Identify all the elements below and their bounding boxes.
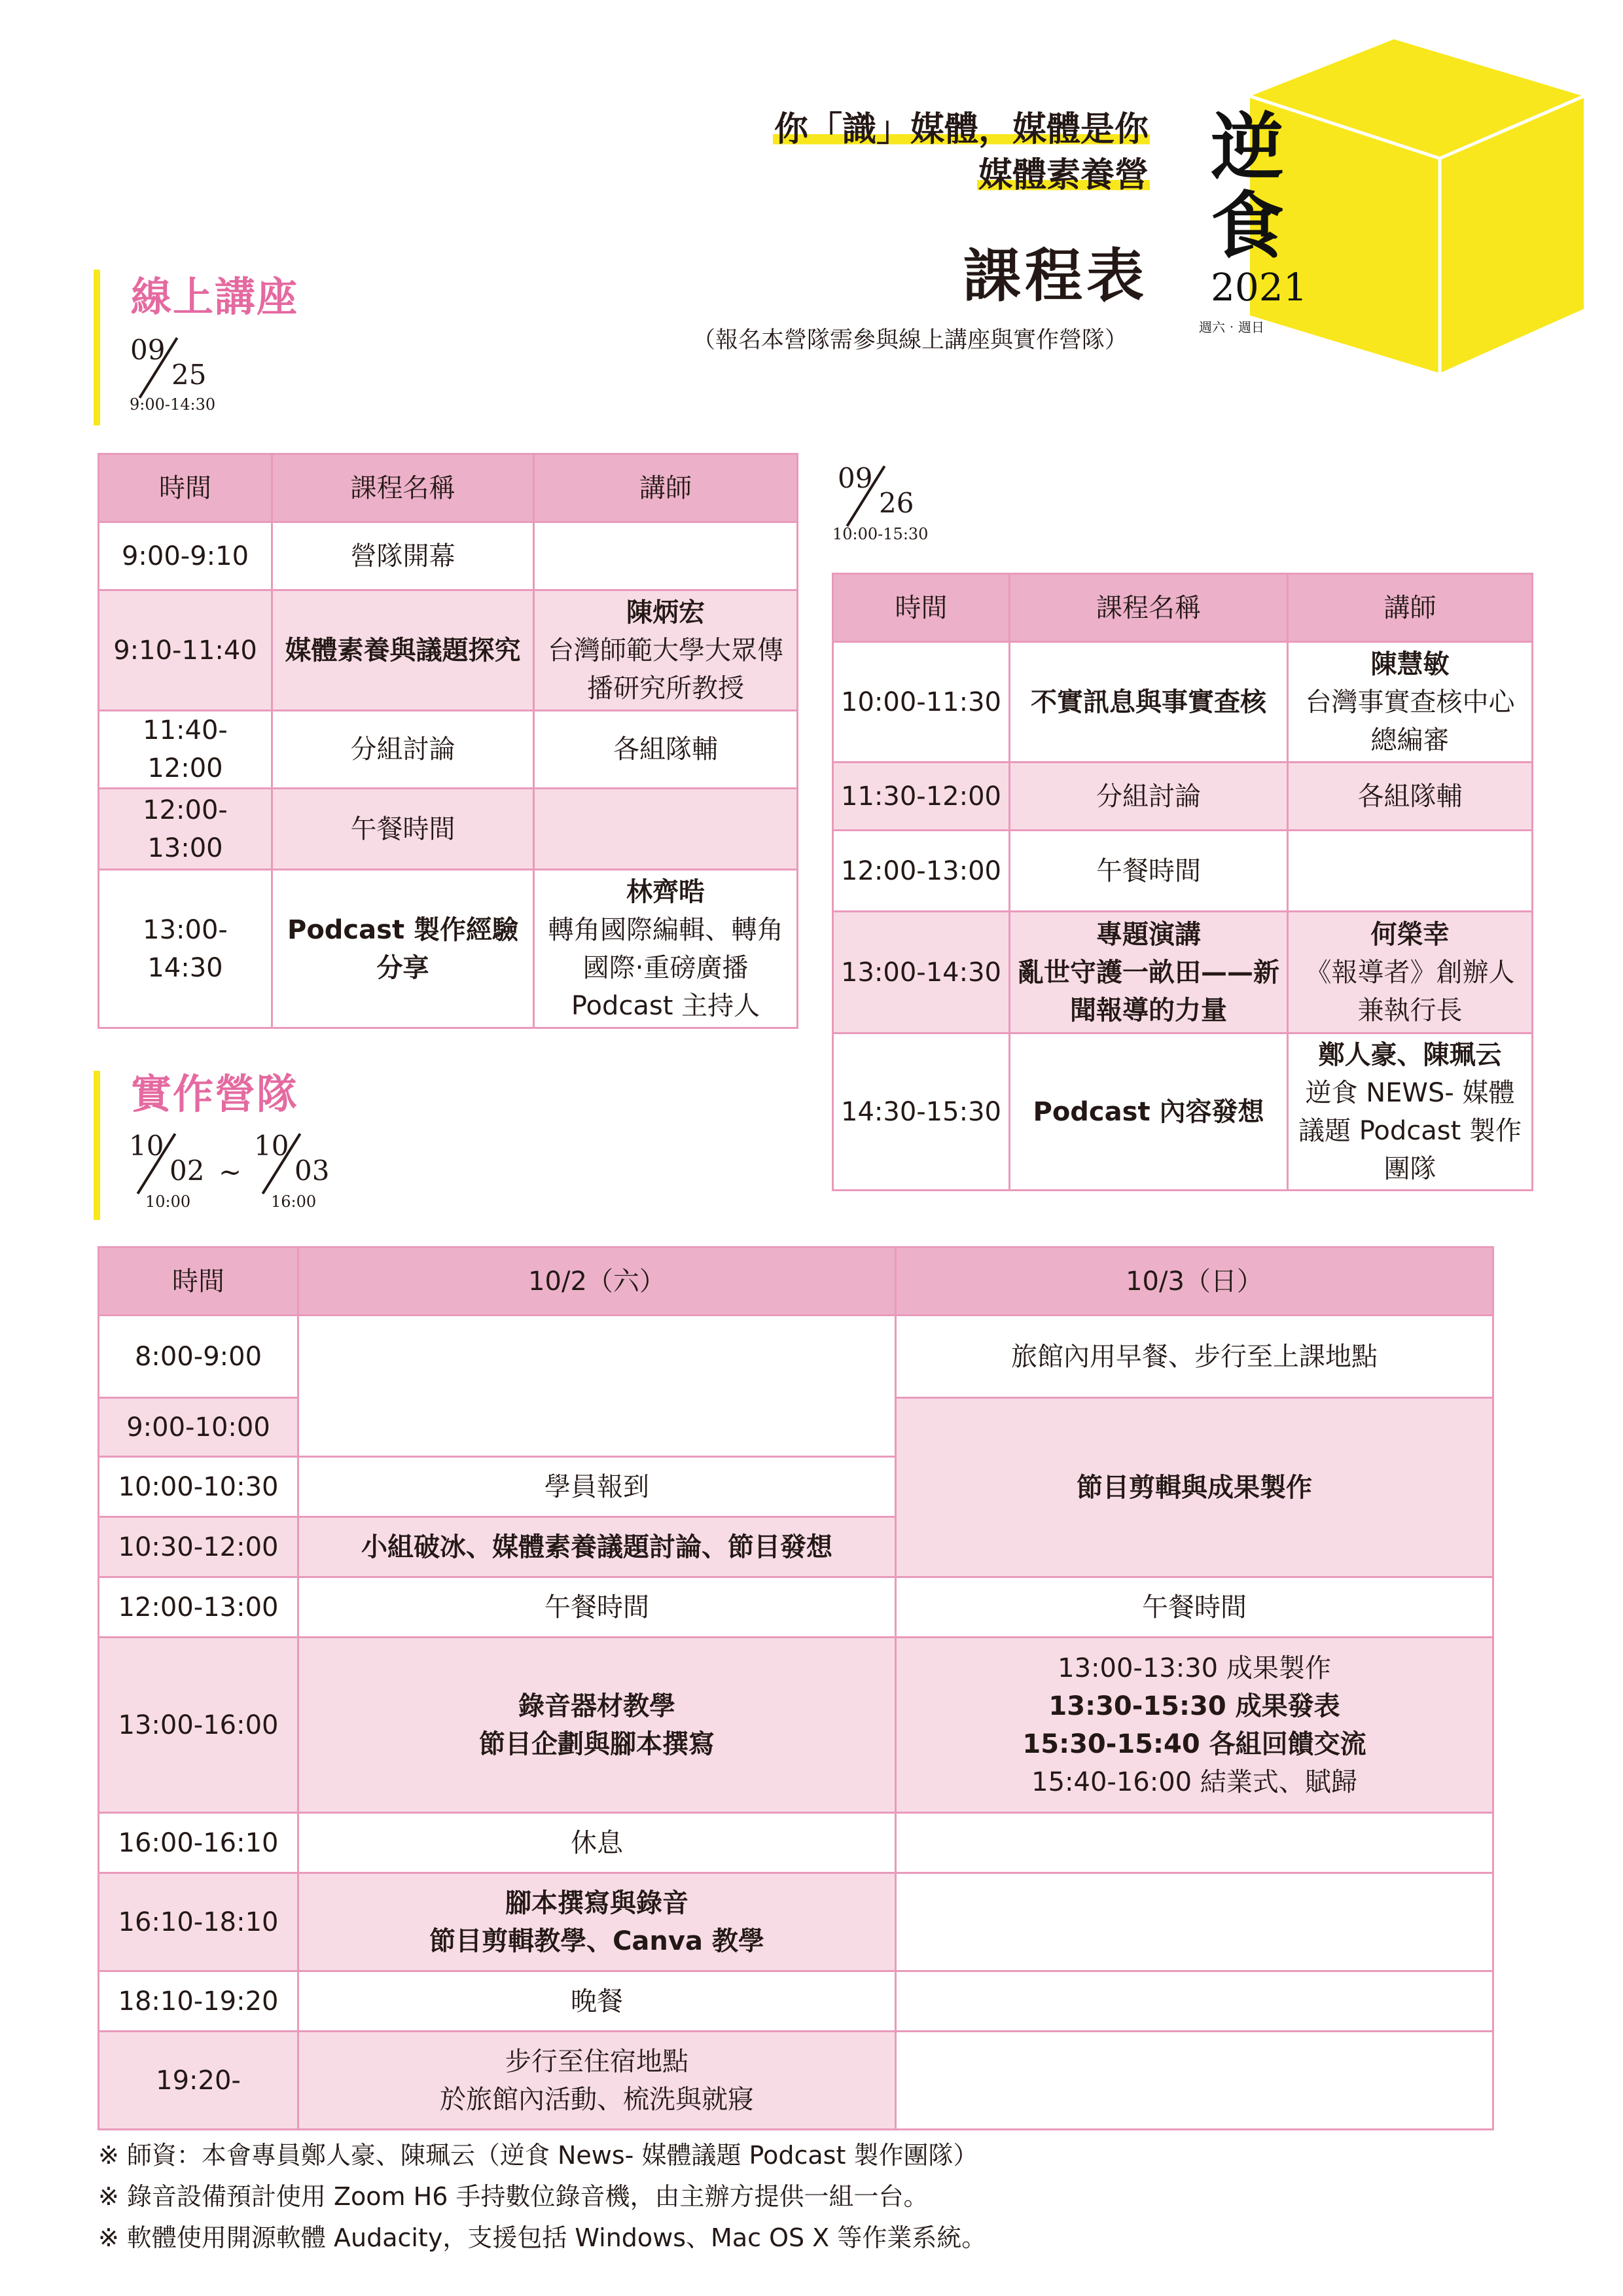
- lecturer-cell: [1288, 831, 1533, 912]
- table-row: [833, 912, 1533, 1033]
- activity-line: 節目剪輯教學、Canva 教學: [429, 1926, 764, 1956]
- header-course: 課程名稱: [272, 454, 534, 522]
- course-cell: [1010, 912, 1288, 1033]
- table-row: [99, 1971, 1493, 2032]
- day1-cell: 午餐時間: [298, 1577, 896, 1638]
- time-cell: 12:00-13:00: [99, 789, 272, 870]
- logo-char-shi: 食: [1211, 183, 1284, 269]
- day2-cell: [896, 1971, 1493, 2032]
- logo-year: 2021: [1211, 265, 1308, 310]
- section-bar-online: [94, 270, 100, 425]
- schedule-table-0925: [98, 453, 798, 1029]
- table-row: [99, 789, 798, 870]
- table-row: [99, 711, 798, 789]
- date-time: 10:00-15:30: [832, 525, 929, 543]
- activity-line: 15:40-16:00 結業式、賦歸: [1031, 1767, 1357, 1797]
- header-time: 時間: [99, 454, 272, 522]
- lecturer-cell: 各組隊輔: [534, 711, 798, 789]
- time-cell: 12:00-13:00: [99, 1577, 298, 1638]
- activity-line: 錄音器材教學: [518, 1691, 675, 1721]
- table-row: [99, 1638, 1493, 1813]
- date-month: 09: [838, 462, 873, 494]
- section-title-camp: 實作營隊: [131, 1070, 299, 1118]
- table-row: [833, 642, 1533, 762]
- time-cell: 9:00-9:10: [99, 522, 272, 590]
- time-cell: 16:00-16:10: [99, 1813, 298, 1873]
- lecturer-name: 陳慧敏: [1370, 649, 1450, 679]
- day1-cell: 學員報到: [298, 1457, 896, 1517]
- day1-cell: [298, 1316, 896, 1457]
- tagline-line2: 媒體素養營: [978, 155, 1149, 195]
- day2-cell: [896, 2032, 1493, 2130]
- table-row: [99, 2032, 1493, 2130]
- lecturer-name: 鄭人豪、陳珮云: [1318, 1039, 1502, 1070]
- course-cell: 午餐時間: [272, 789, 534, 870]
- page-title: 課程表: [963, 242, 1148, 310]
- day1-cell: 小組破冰、媒體素養議題討論、節目發想: [298, 1517, 896, 1577]
- date-day: 02: [169, 1155, 205, 1187]
- table-row: [99, 590, 798, 711]
- lecturer-cell: 各組隊輔: [1288, 762, 1533, 831]
- day2-cell: 午餐時間: [896, 1577, 1493, 1638]
- course-cell: 不實訊息與事實查核: [1010, 642, 1288, 762]
- table-row: [99, 1813, 1493, 1873]
- activity-line: 13:00-13:30 成果製作: [1058, 1653, 1331, 1683]
- course-cell: 媒體素養與議題探究: [272, 590, 534, 711]
- lecturer-name: 何榮幸: [1370, 919, 1450, 950]
- day1-cell: [298, 1638, 896, 1813]
- course-line: 專題演講: [1096, 919, 1201, 950]
- header-course: 課程名稱: [1010, 574, 1288, 642]
- time-cell: 10:00-10:30: [99, 1457, 298, 1517]
- table-row: [99, 1577, 1493, 1638]
- header-time: 時間: [833, 574, 1010, 642]
- activity-line: 於旅館內活動、梳洗與就寢: [440, 2084, 754, 2115]
- header-day1: 10/2（六）: [298, 1247, 896, 1316]
- date-time: 9:00-14:30: [130, 395, 216, 414]
- day2-cell: 旅館內用早餐、步行至上課地點: [896, 1316, 1493, 1398]
- lecturer-cell: [534, 789, 798, 870]
- table-row: [99, 1873, 1493, 1971]
- footnote: ※ 師資：本會專員鄭人豪、陳珮云（逆食 News- 媒體議題 Podcast 製作團隊）: [98, 2141, 978, 2170]
- activity-line: 腳本撰寫與錄音: [505, 1888, 688, 1918]
- day2-cell: [896, 1638, 1493, 1813]
- footnote: ※ 錄音設備預計使用 Zoom H6 手持數位錄音機，由主辦方提供一組一台。: [98, 2182, 929, 2211]
- activity-line: 15:30-15:40 各組回饋交流: [1022, 1729, 1366, 1759]
- day1-cell: 休息: [298, 1813, 896, 1873]
- header-lecturer: 講師: [1288, 574, 1533, 642]
- course-cell: Podcast 內容發想: [1010, 1033, 1288, 1191]
- lecturer-cell: [534, 870, 798, 1028]
- header-time: 時間: [99, 1247, 298, 1316]
- yellow-cube-logo: [1243, 34, 1597, 381]
- date-day: 25: [171, 359, 207, 391]
- course-cell: 分組討論: [272, 711, 534, 789]
- day2-cell: [896, 1813, 1493, 1873]
- registration-note: （報名本營隊需參與線上講座與實作營隊）: [692, 327, 1128, 353]
- footnote: ※ 軟體使用開源軟體 Audacity，支援包括 Windows、Mac OS X 等作業系統。: [98, 2223, 987, 2252]
- date-month: 10: [254, 1130, 289, 1162]
- schedule-table-0926: [832, 573, 1533, 1191]
- date-time: 10:00: [145, 1193, 191, 1211]
- time-cell: 12:00-13:00: [833, 831, 1010, 912]
- day1-cell: 晚餐: [298, 1971, 896, 2032]
- lecturer-cell: [534, 522, 798, 590]
- time-cell: 9:10-11:40: [99, 590, 272, 711]
- day1-cell: [298, 1873, 896, 1971]
- date-tilde: ~: [219, 1156, 242, 1188]
- day2-cell: 節目剪輯與成果製作: [896, 1398, 1493, 1577]
- time-cell: 11:30-12:00: [833, 762, 1010, 831]
- schedule-table-camp: [98, 1246, 1494, 2130]
- table-row: [99, 870, 798, 1028]
- logo-days: 週六‧週日: [1199, 319, 1264, 335]
- table-row: [833, 1033, 1533, 1191]
- lecturer-name: 陳炳宏: [626, 597, 705, 628]
- date-day: 26: [879, 487, 914, 519]
- time-cell: 10:30-12:00: [99, 1517, 298, 1577]
- header-lecturer: 講師: [534, 454, 798, 522]
- course-cell: 營隊開幕: [272, 522, 534, 590]
- table-row: [833, 762, 1533, 831]
- activity-line: 13:30-15:30 成果發表: [1048, 1691, 1340, 1721]
- time-cell: 19:20-: [99, 2032, 298, 2130]
- lecturer-cell: [1288, 912, 1533, 1033]
- time-cell: 13:00-14:30: [99, 870, 272, 1028]
- table-row: [99, 522, 798, 590]
- date-time: 16:00: [271, 1193, 317, 1211]
- day1-cell: [298, 2032, 896, 2130]
- header-day2: 10/3（日）: [896, 1247, 1493, 1316]
- time-cell: 8:00-9:00: [99, 1316, 298, 1398]
- section-bar-camp: [94, 1071, 100, 1220]
- time-cell: 10:00-11:30: [833, 642, 1010, 762]
- time-cell: 18:10-19:20: [99, 1971, 298, 2032]
- activity-line: 步行至住宿地點: [505, 2046, 688, 2077]
- lecturer-title: 台灣師範大學大眾傳播研究所教授: [548, 635, 783, 704]
- time-cell: 13:00-16:00: [99, 1638, 298, 1813]
- time-cell: 9:00-10:00: [99, 1398, 298, 1457]
- course-cell: 午餐時間: [1010, 831, 1288, 912]
- table-row: [833, 831, 1533, 912]
- course-cell: Podcast 製作經驗分享: [272, 870, 534, 1028]
- lecturer-name: 林齊晧: [626, 876, 705, 907]
- day2-cell: [896, 1873, 1493, 1971]
- lecturer-title: 台灣事實查核中心總編審: [1305, 687, 1515, 755]
- time-cell: 11:40-12:00: [99, 711, 272, 789]
- course-line: 亂世守護一畝田——新聞報導的力量: [1018, 957, 1279, 1026]
- tagline-line1: 你「識」媒體，媒體是你: [774, 109, 1149, 149]
- time-cell: 13:00-14:30: [833, 912, 1010, 1033]
- lecturer-cell: [1288, 1033, 1533, 1191]
- footnotes: [98, 2135, 986, 2259]
- section-title-online: 線上講座: [131, 273, 299, 321]
- time-cell: 14:30-15:30: [833, 1033, 1010, 1191]
- lecturer-cell: [534, 590, 798, 711]
- logo-char-ni: 逆: [1211, 105, 1284, 190]
- lecturer-title: 逆食 NEWS- 媒體議題 Podcast 製作團隊: [1298, 1077, 1522, 1184]
- lecturer-title: 《報導者》創辦人兼執行長: [1305, 957, 1515, 1026]
- lecturer-cell: [1288, 642, 1533, 762]
- lecturer-title: 轉角國際編輯、轉角國際‧重磅廣播 Podcast 主持人: [548, 914, 783, 1021]
- time-cell: 16:10-18:10: [99, 1873, 298, 1971]
- date-day: 03: [294, 1155, 330, 1187]
- date-month: 09: [130, 334, 166, 366]
- activity-line: 節目企劃與腳本撰寫: [479, 1729, 715, 1759]
- course-cell: 分組討論: [1010, 762, 1288, 831]
- date-month: 10: [129, 1130, 164, 1162]
- table-row: [99, 1316, 1493, 1398]
